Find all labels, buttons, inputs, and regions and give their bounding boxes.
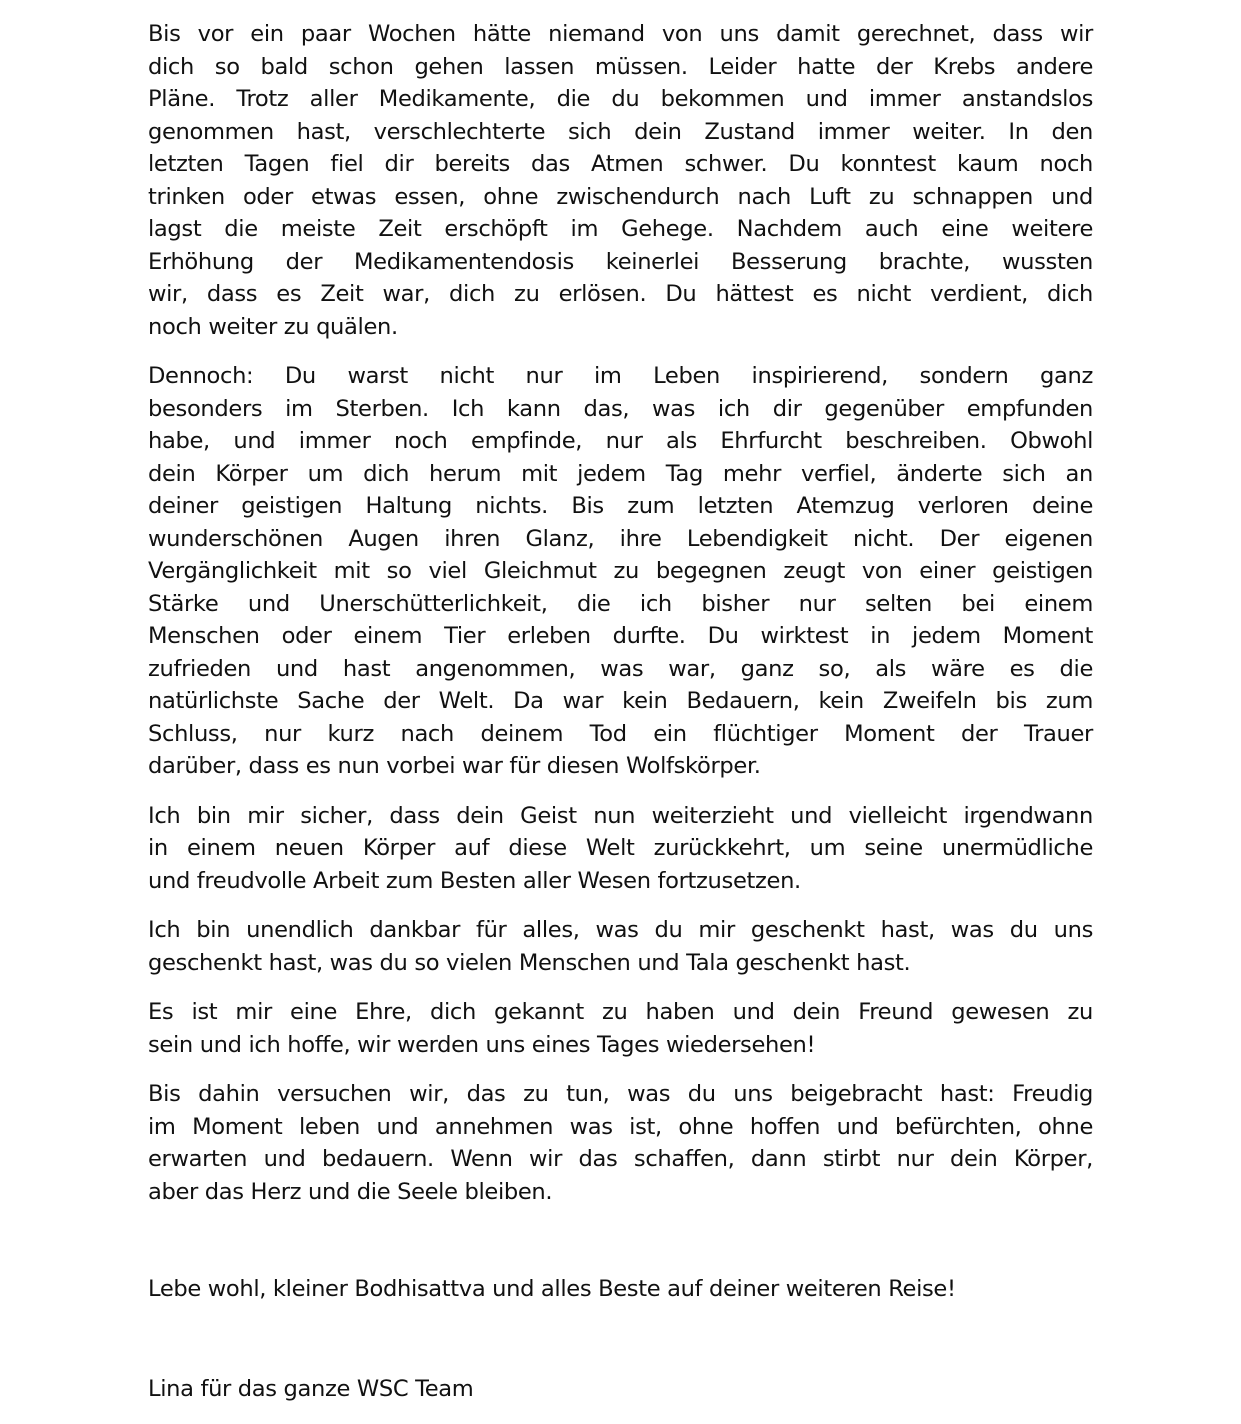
text-line: noch weiter zu quälen. [148,313,398,340]
text-line: Bis vor ein paar Wochen hätte niemand von uns damit gerechnet, dass wir [148,21,1093,47]
text-line: darüber, dass es nun vorbei war für diesen Wolfskörper. [148,753,761,779]
text-line: Ich bin mir sicher, dass dein Geist nun weiterzieht und vielleicht irgendwann [148,802,1093,829]
text-line: lagst die meiste Zeit erschöpft im Gehege. Nachdem auch eine weitere [148,216,1093,242]
text-line: erwarten und bedauern. Wenn wir das schaffen, dann stirbt nur dein Körper, [148,1146,1093,1172]
text-line: Stärke und Unerschütterlichkeit, die ich bisher nur selten bei einem [148,590,1093,617]
text-line: geschenkt hast, was du so vielen Menschen und Tala geschenkt hast. [148,949,911,976]
text-line: wunderschönen Augen ihren Glanz, ihre Lebendigkeit nicht. Der eigenen [148,525,1093,552]
paragraph [148,914,1093,979]
paragraph [148,996,1093,1061]
text-line: habe, und immer noch empfinde, nur als Ehrfurcht beschreiben. Obwohl [148,428,1093,454]
paragraph [148,800,1093,898]
text-line: Schluss, nur kurz nach deinem Tod ein flüchtiger Moment der Trauer [148,720,1093,747]
text-line: sein und ich hoffe, wir werden uns eines Tages wiedersehen! [148,1031,816,1058]
text-line: dein Körper um dich herum mit jedem Tag mehr verfiel, änderte sich an [148,460,1093,487]
text-line: letzten Tagen fiel dir bereits das Atmen schwer. Du konntest kaum noch [148,151,1093,177]
closing-line: Lebe wohl, kleiner Bodhisattva und alles Beste auf deiner weiteren Reise! [148,1276,956,1302]
text-line: besonders im Sterben. Ich kann das, was ich dir gegenüber empfunden [148,395,1093,422]
paragraph [148,360,1093,783]
text-line: in einem neuen Körper auf diese Welt zurückkehrt, um seine unermüdliche [148,835,1093,861]
text-line: wir, dass es Zeit war, dich zu erlösen. Du hättest es nicht verdient, dich [148,281,1093,307]
spacer [148,1225,1093,1273]
text-line: genommen hast, verschlechterte sich dein Zustand immer weiter. In den [148,118,1093,145]
text-line: deiner geistigen Haltung nichts. Bis zum letzten Atemzug verloren deine [148,493,1093,519]
text-line: Vergänglichkeit mit so viel Gleichmut zu begegnen zeugt von einer geistigen [148,558,1093,584]
text-line: natürlichste Sache der Welt. Da war kein Bedauern, kein Zweifeln bis zum [148,688,1093,714]
paragraph [148,1078,1093,1208]
text-line: Menschen oder einem Tier erleben durfte. Du wirktest in jedem Moment [148,623,1093,649]
signature: Lina für das ganze WSC Team [148,1375,474,1402]
text-line: aber das Herz und die Seele bleiben. [148,1178,553,1205]
text-line: dich so bald schon gehen lassen müssen. Leider hatte der Krebs andere [148,53,1093,80]
paragraphs [148,18,1093,1208]
spacer [148,1306,1093,1373]
text-line: Pläne. Trotz aller Medikamente, die du bekommen und immer anstandslos [148,86,1093,112]
text-line: zufrieden und hast angenommen, was war, ganz so, als wäre es die [148,655,1093,682]
text-line: Es ist mir eine Ehre, dich gekannt zu haben und dein Freund gewesen zu [148,999,1093,1025]
text-line: im Moment leben und annehmen was ist, ohne hoffen und befürchten, ohne [148,1113,1093,1140]
text-line: Erhöhung der Medikamentendosis keinerlei Besserung brachte, wussten [148,248,1093,275]
text-line: Dennoch: Du warst nicht nur im Leben inspirierend, sondern ganz [148,363,1093,389]
text-line: und freudvolle Arbeit zum Besten aller Wesen fortzusetzen. [148,867,801,894]
text-line: Ich bin unendlich dankbar für alles, was du mir geschenkt hast, was du uns [148,917,1093,943]
document-body [148,18,1093,1405]
paragraph [148,18,1093,343]
text-line: trinken oder etwas essen, ohne zwischendurch nach Luft zu schnappen und [148,183,1093,210]
text-line: Bis dahin versuchen wir, das zu tun, was du uns beigebracht hast: Freudig [148,1081,1093,1107]
